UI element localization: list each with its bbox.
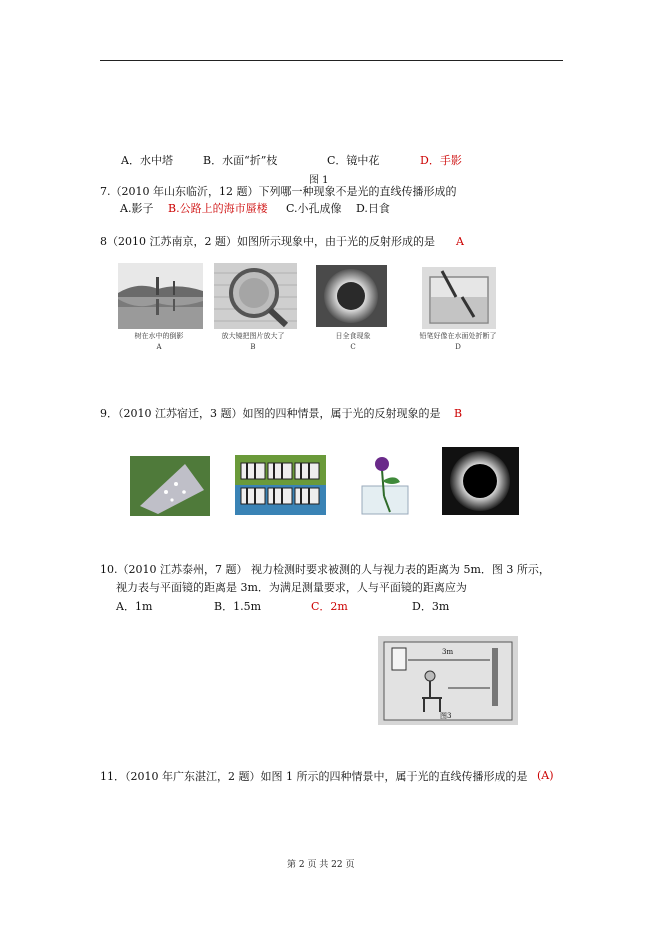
q8-letter-a: A — [156, 343, 162, 351]
q9-fig-c-flower-in-vase — [354, 452, 416, 516]
q9-answer: B — [454, 407, 463, 420]
q7-option-d: D.日食 — [356, 202, 390, 215]
q8-caption-c: 日全食现象 — [335, 332, 371, 340]
q10-option-d: D．3m — [412, 600, 450, 613]
q11-answer: (A) — [537, 769, 554, 782]
q8-fig-b-magnifier — [214, 263, 297, 329]
q9-fig-a-leaf-light-spots — [130, 456, 210, 516]
q7-option-b: B.公路上的海市蜃楼 — [168, 202, 268, 215]
q9-fig-b-zebras-reflection — [235, 455, 326, 515]
q6-option-a: A．水中塔 — [121, 154, 173, 167]
q6-option-d: D．手影 — [420, 154, 462, 167]
q8-caption-a: 树在水中的倒影 — [134, 332, 184, 340]
q8-fig-d-pencil-in-water — [422, 267, 496, 329]
q10-option-a: A．1m — [116, 600, 153, 613]
q8-caption-b: 放大镜把图片放大了 — [221, 332, 285, 340]
q9-fig-d-solar-eclipse — [442, 447, 519, 515]
q8-fig-a-tree-reflection — [118, 263, 203, 329]
q10-stem-line2: 视力表与平面镜的距离是 3m．为满足测量要求，人与平面镜的距离应为 — [116, 581, 467, 594]
q11-stem: 11．（2010 年广东湛江，2 题）如图 1 所示的四种情景中，属于光的直线传播形成的是 — [100, 770, 528, 783]
fig1-label: 图 1 — [309, 175, 329, 186]
q8-letter-c: C — [350, 343, 356, 351]
page-footer: 第 2 页 共 22 页 — [287, 860, 355, 870]
q10-fig-eye-test-diagram — [378, 636, 518, 725]
q8-fig-c-solar-eclipse — [316, 265, 387, 327]
q8-caption-d: 铅笔好像在水面处折断了 — [419, 332, 497, 340]
q7-option-a: A.影子 — [120, 202, 154, 215]
q8-letter-d: D — [455, 343, 461, 351]
q8-letter-b: B — [250, 343, 256, 351]
q9-stem: 9．（2010 江苏宿迁，3 题）如图的四种情景，属于光的反射现象的是 — [100, 407, 441, 420]
header-rule — [100, 60, 563, 61]
q10-fig-dim-label: 3m — [442, 648, 454, 656]
q10-fig-label: 图3 — [440, 712, 452, 720]
q8-stem: 8（2010 江苏南京，2 题）如图所示现象中，由于光的反射形成的是 — [100, 235, 435, 248]
q7-option-c: C.小孔成像 — [286, 202, 342, 215]
q8-answer: A — [456, 235, 464, 248]
q10-stem-line1: 10.（2010 江苏泰州，7 题） 视力检测时要求被测的人与视力表的距离为 5m．图 3 所示， — [100, 563, 550, 576]
q7-stem: 7.（2010 年山东临沂，12 题）下列哪一种现象不是光的直线传播形成的 — [100, 185, 457, 198]
q10-option-b: B．1.5m — [214, 600, 262, 613]
q10-option-c: C．2m — [311, 600, 348, 613]
q6-option-c: C．镜中花 — [327, 154, 380, 167]
q6-option-b: B．水面“折”枝 — [203, 154, 278, 167]
